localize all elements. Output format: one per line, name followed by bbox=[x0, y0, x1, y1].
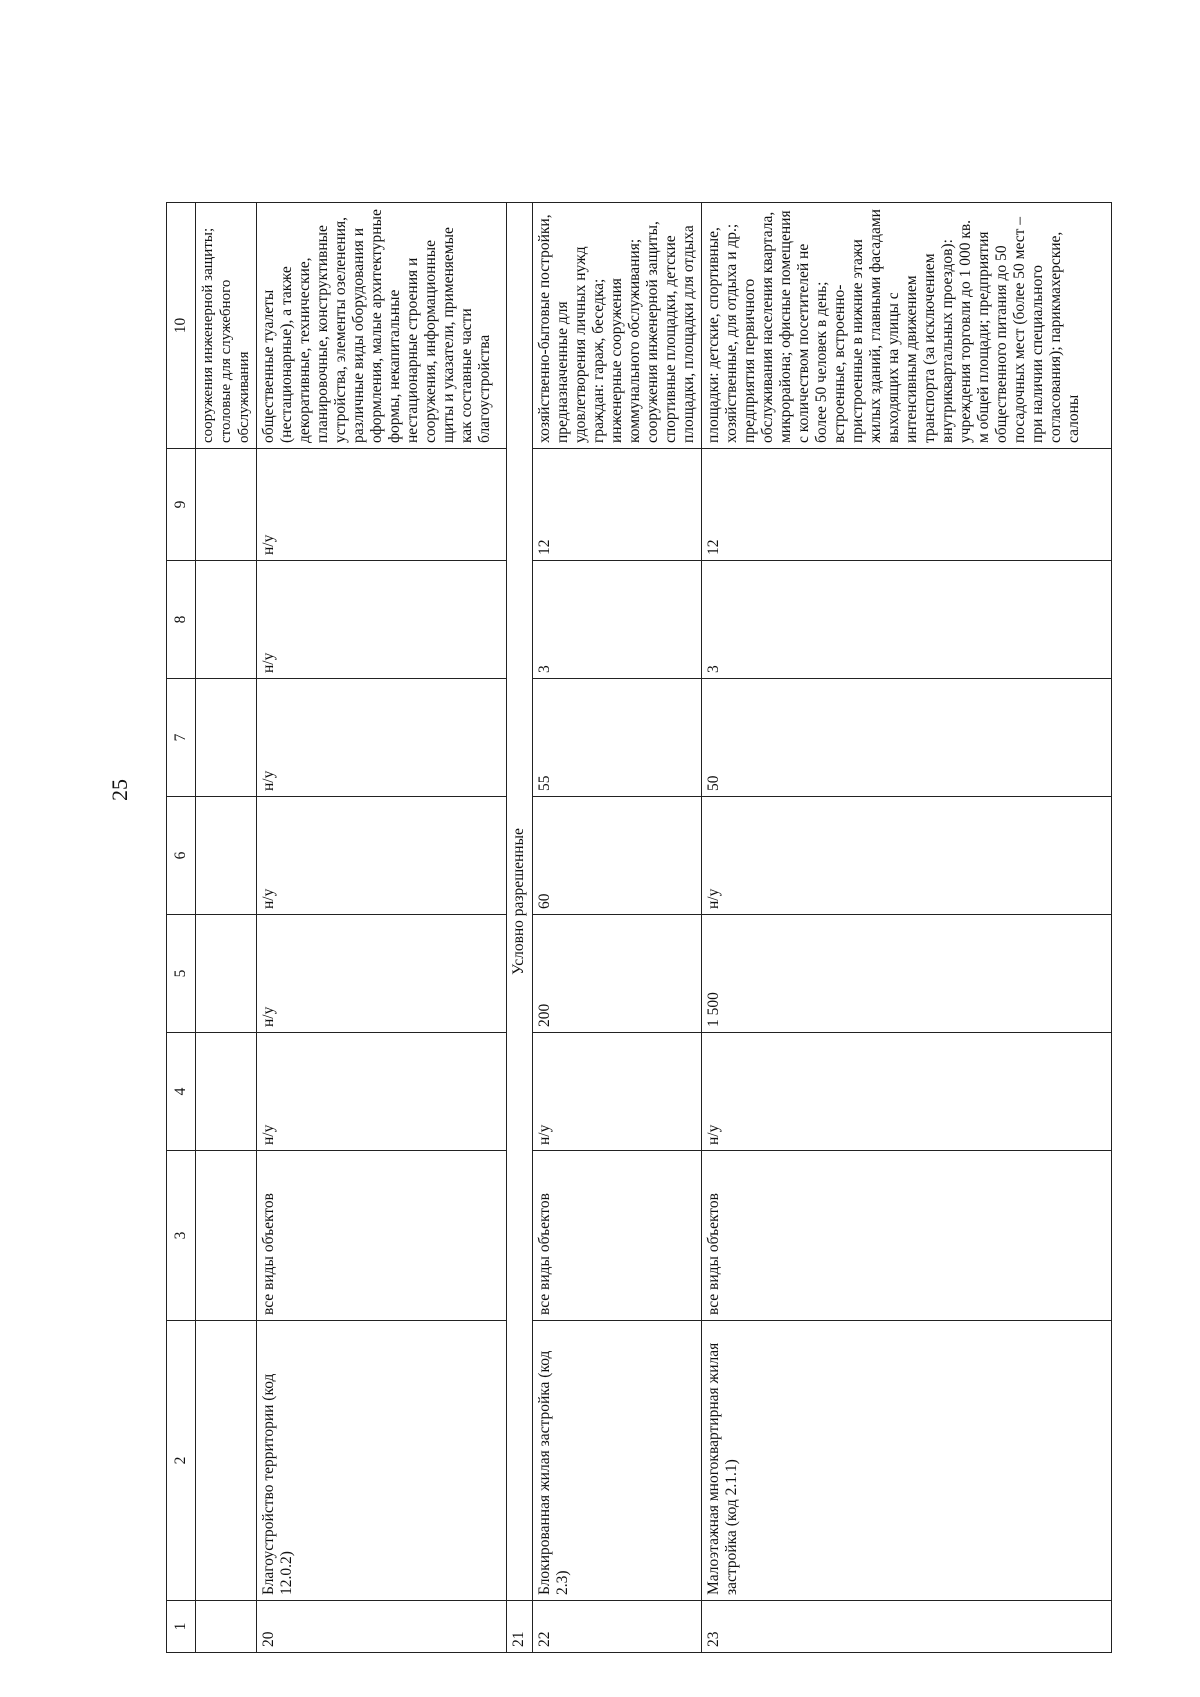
cell-value: 50 bbox=[702, 679, 1112, 797]
header-cell: 3 bbox=[167, 1151, 196, 1321]
cell-value: 200 bbox=[533, 915, 702, 1033]
cell-value: н/у bbox=[257, 1033, 507, 1151]
table-row bbox=[533, 203, 702, 1653]
cell-num: 21 bbox=[507, 1601, 533, 1653]
cell-num: 22 bbox=[533, 1601, 702, 1653]
cell-uses: хозяйственно-бытовые постройки, предназначенные для удовлетворения личных нужд граждан: гараж, беседка; инженерные сооружения коммунального обслуживания; сооружения инженерной защиты, спортивные площадки, детские площадки, площадки для отдыха bbox=[533, 203, 702, 449]
page-number: 25 bbox=[107, 779, 132, 801]
header-cell: 7 bbox=[167, 679, 196, 797]
table-row bbox=[702, 203, 1112, 1653]
cell-value: 3 bbox=[702, 561, 1112, 679]
cell-value: н/у bbox=[702, 1033, 1112, 1151]
cell-name: Малоэтажная многоквартирная жилая застройка (код 2.1.1) bbox=[702, 1321, 1112, 1601]
cell-value: н/у bbox=[257, 915, 507, 1033]
cell-uses: сооружения инженерной защиты; столовые для служебного обслуживания bbox=[196, 203, 257, 449]
cell-num: 20 bbox=[257, 1601, 507, 1653]
cell-uses: общественные туалеты (нестационарные), а также декоративные, технические, планировочные, конструктивные устройства, элементы озеленения, различные виды оборудования и оформления, малые архитектурные формы, некапитальные нестационарные строения и сооружения, информационные щиты и указатели, применяемые как составные части благоустройства bbox=[257, 203, 507, 449]
header-row bbox=[167, 203, 196, 1653]
table-row bbox=[257, 203, 507, 1653]
cell-value: н/у bbox=[257, 679, 507, 797]
header-cell: 5 bbox=[167, 915, 196, 1033]
cell-value: н/у bbox=[257, 797, 507, 915]
cell-name: Блокированная жилая застройка (код 2.3) bbox=[533, 1321, 702, 1601]
cell-value: н/у bbox=[702, 797, 1112, 915]
table-row bbox=[196, 203, 257, 1653]
section-row bbox=[507, 203, 533, 1653]
cell-objects: все виды объектов bbox=[257, 1151, 507, 1321]
cell-value: н/у bbox=[257, 561, 507, 679]
header-cell: 6 bbox=[167, 797, 196, 915]
cell-value: 55 bbox=[533, 679, 702, 797]
cell-value: 3 bbox=[533, 561, 702, 679]
rotated-table-wrapper bbox=[166, 203, 1126, 1653]
header-cell: 2 bbox=[167, 1321, 196, 1601]
cell-num: 23 bbox=[702, 1601, 1112, 1653]
zoning-table bbox=[166, 202, 1112, 1653]
cell-value: 12 bbox=[533, 449, 702, 561]
header-cell: 1 bbox=[167, 1601, 196, 1653]
cell-value: н/у bbox=[533, 1033, 702, 1151]
cell-value: 1 500 bbox=[702, 915, 1112, 1033]
header-cell: 9 bbox=[167, 449, 196, 561]
cell-objects: все виды объектов bbox=[702, 1151, 1112, 1321]
cell-value: 60 bbox=[533, 797, 702, 915]
section-title: Условно разрешенные bbox=[507, 203, 533, 1601]
header-cell: 4 bbox=[167, 1033, 196, 1151]
cell-objects: все виды объектов bbox=[533, 1151, 702, 1321]
cell-value: н/у bbox=[257, 449, 507, 561]
cell-value: 12 bbox=[702, 449, 1112, 561]
cell-name: Благоустройство территории (код 12.0.2) bbox=[257, 1321, 507, 1601]
header-cell: 10 bbox=[167, 203, 196, 449]
header-cell: 8 bbox=[167, 561, 196, 679]
cell-uses: площадки: детские, спортивные, хозяйственные, для отдыха и др.; предприятия первичного обслуживания населения квартала, микрорайона; офисные помещения с количеством посетителей не более 50 человек в день; встроенные, встроенно-пристроенные в нижние этажи жилых зданий, главными фасадами выходящих на улицы с интенсивным движением транспорта (за исключением внутриквартальных проездов): учреждения торговли до 1 000 кв. м общей площади; предприятия общественного питания до 50 посадочных мест (более 50 мест – при наличии специального согласования); парикмахерские, салоны bbox=[702, 203, 1112, 449]
